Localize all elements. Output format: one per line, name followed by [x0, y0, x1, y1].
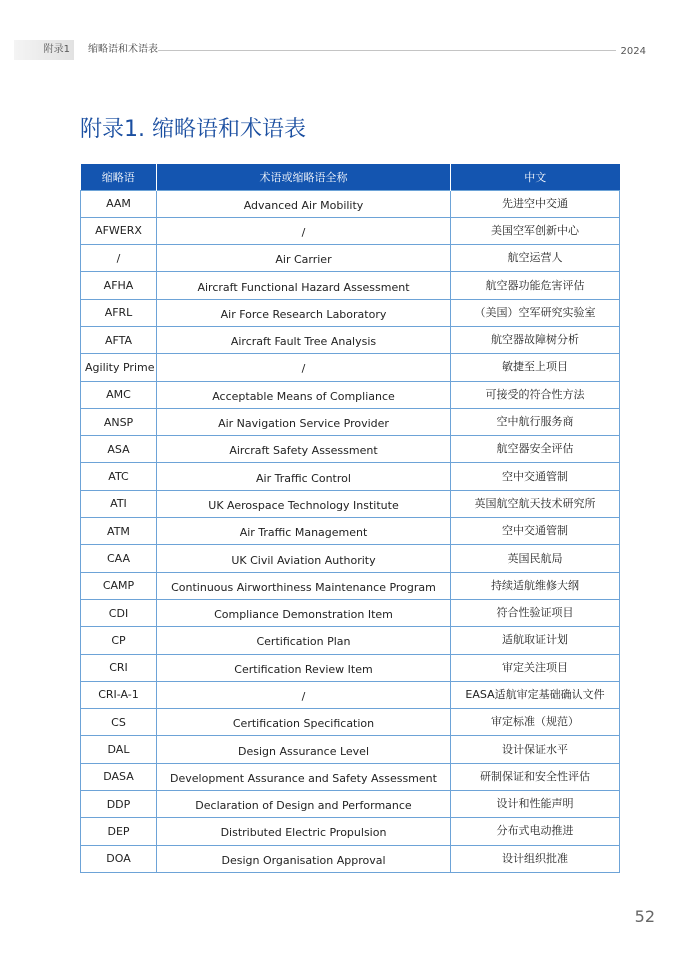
chinese-term-cell: 可接受的符合性方法 [451, 381, 620, 408]
abbreviation-cell: DASA [81, 763, 157, 790]
chinese-term-cell: 航空器安全评估 [451, 436, 620, 463]
table-body [81, 190, 620, 872]
full-term-cell: Air Carrier [157, 245, 451, 272]
abbreviation-cell: AAM [81, 190, 157, 217]
chinese-term-cell: 适航取证计划 [451, 627, 620, 654]
abbreviation-cell: Agility Prime [81, 354, 157, 381]
chinese-term-cell: 持续适航维修大纲 [451, 572, 620, 599]
full-term-cell: Acceptable Means of Compliance [157, 381, 451, 408]
table-row [81, 272, 620, 299]
table-row [81, 654, 620, 681]
table-row [81, 845, 620, 872]
full-term-cell: Design Assurance Level [157, 736, 451, 763]
full-term-cell: Air Force Research Laboratory [157, 299, 451, 326]
table-row [81, 545, 620, 572]
abbreviation-cell: ATC [81, 463, 157, 490]
chinese-term-cell: 空中交通管制 [451, 463, 620, 490]
abbreviation-cell: AMC [81, 381, 157, 408]
abbreviation-cell: CDI [81, 599, 157, 626]
chinese-term-cell: EASA适航审定基础确认文件 [451, 681, 620, 708]
table-row [81, 436, 620, 463]
table-row [81, 299, 620, 326]
chinese-term-cell: 美国空军创新中心 [451, 217, 620, 244]
chinese-term-cell: 航空器功能危害评估 [451, 272, 620, 299]
full-term-cell: Advanced Air Mobility [157, 190, 451, 217]
chinese-term-cell: 设计和性能声明 [451, 791, 620, 818]
table-row [81, 599, 620, 626]
chinese-term-cell: 航空器故障树分析 [451, 326, 620, 353]
full-term-cell: Design Organisation Approval [157, 845, 451, 872]
abbreviation-cell: DEP [81, 818, 157, 845]
chinese-term-cell: 设计组织批准 [451, 845, 620, 872]
section-name: 缩略语和术语表 [88, 44, 158, 55]
abbreviation-cell: CAMP [81, 572, 157, 599]
chinese-term-cell: 敏捷至上项目 [451, 354, 620, 381]
full-term-cell: Declaration of Design and Performance [157, 791, 451, 818]
page-title: 附录1. 缩略语和术语表 [80, 117, 306, 142]
abbreviation-cell: / [81, 245, 157, 272]
table-row [81, 518, 620, 545]
table-row [81, 681, 620, 708]
page-number: 52 [634, 907, 655, 926]
table-row [81, 709, 620, 736]
abbreviation-cell: CAA [81, 545, 157, 572]
chinese-term-cell: 英国民航局 [451, 545, 620, 572]
table-row [81, 791, 620, 818]
table-row [81, 627, 620, 654]
full-term-cell: Aircraft Functional Hazard Assessment [157, 272, 451, 299]
running-header [0, 40, 700, 62]
full-term-cell: Certification Specification [157, 709, 451, 736]
chinese-term-cell: 审定关注项目 [451, 654, 620, 681]
chinese-term-cell: 空中交通管制 [451, 518, 620, 545]
table-row [81, 245, 620, 272]
table-row [81, 326, 620, 353]
table-row [81, 354, 620, 381]
abbreviation-cell: AFRL [81, 299, 157, 326]
full-term-cell: Air Traffic Control [157, 463, 451, 490]
column-header-abbreviation: 缩略语 [81, 164, 157, 190]
table-row [81, 818, 620, 845]
abbreviation-cell: CRI [81, 654, 157, 681]
full-term-cell: / [157, 217, 451, 244]
table-row [81, 463, 620, 490]
table-row [81, 490, 620, 517]
abbreviation-cell: AFWERX [81, 217, 157, 244]
chinese-term-cell: 分布式电动推进 [451, 818, 620, 845]
table-row [81, 217, 620, 244]
abbreviation-cell: ANSP [81, 408, 157, 435]
full-term-cell: Distributed Electric Propulsion [157, 818, 451, 845]
abbreviation-cell: CP [81, 627, 157, 654]
appendix-tab: 附录1 [14, 40, 74, 60]
table-header-row [81, 164, 620, 190]
table-row [81, 736, 620, 763]
abbreviation-cell: AFTA [81, 326, 157, 353]
full-term-cell: Continuous Airworthiness Maintenance Program [157, 572, 451, 599]
chinese-term-cell: 设计保证水平 [451, 736, 620, 763]
table-row [81, 381, 620, 408]
glossary-table [80, 164, 620, 873]
abbreviation-cell: AFHA [81, 272, 157, 299]
chinese-term-cell: 空中航行服务商 [451, 408, 620, 435]
table-row [81, 190, 620, 217]
full-term-cell: Aircraft Safety Assessment [157, 436, 451, 463]
table-row [81, 572, 620, 599]
full-term-cell: Development Assurance and Safety Assessment [157, 763, 451, 790]
full-term-cell: Air Navigation Service Provider [157, 408, 451, 435]
abbreviation-cell: ATM [81, 518, 157, 545]
full-term-cell: Certification Review Item [157, 654, 451, 681]
column-header-chinese: 中文 [451, 164, 620, 190]
abbreviation-cell: CRI-A-1 [81, 681, 157, 708]
table-row [81, 763, 620, 790]
chinese-term-cell: 研制保证和安全性评估 [451, 763, 620, 790]
chinese-term-cell: 先进空中交通 [451, 190, 620, 217]
full-term-cell: Certification Plan [157, 627, 451, 654]
column-header-full-term: 术语或缩略语全称 [157, 164, 451, 190]
full-term-cell: Compliance Demonstration Item [157, 599, 451, 626]
chinese-term-cell: 审定标准（规范） [451, 709, 620, 736]
abbreviation-cell: ATI [81, 490, 157, 517]
abbreviation-cell: ASA [81, 436, 157, 463]
table-row [81, 408, 620, 435]
full-term-cell: Air Traffic Management [157, 518, 451, 545]
chinese-term-cell: 航空运营人 [451, 245, 620, 272]
full-term-cell: UK Aerospace Technology Institute [157, 490, 451, 517]
full-term-cell: Aircraft Fault Tree Analysis [157, 326, 451, 353]
header-year: 2024 [620, 46, 646, 57]
full-term-cell: / [157, 354, 451, 381]
abbreviation-cell: DAL [81, 736, 157, 763]
abbreviation-cell: DDP [81, 791, 157, 818]
abbreviation-cell: CS [81, 709, 157, 736]
abbreviation-cell: DOA [81, 845, 157, 872]
chinese-term-cell: （美国）空军研究实验室 [451, 299, 620, 326]
full-term-cell: UK Civil Aviation Authority [157, 545, 451, 572]
chinese-term-cell: 英国航空航天技术研究所 [451, 490, 620, 517]
full-term-cell: / [157, 681, 451, 708]
chinese-term-cell: 符合性验证项目 [451, 599, 620, 626]
header-rule [158, 50, 616, 51]
